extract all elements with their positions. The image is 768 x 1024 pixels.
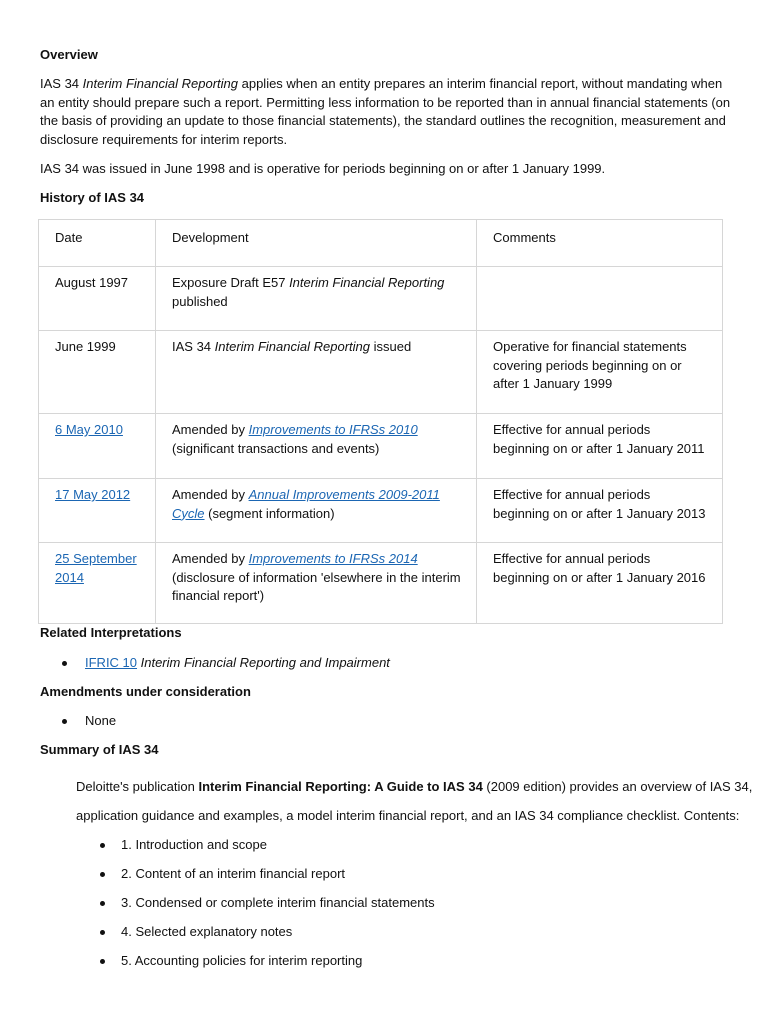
p1-italic-title: Interim Financial Reporting	[82, 76, 238, 91]
column-header-comments: Comments	[477, 220, 723, 267]
column-header-development: Development	[156, 220, 477, 267]
interpretation-title: Interim Financial Reporting and Impairment	[137, 655, 390, 670]
table-row	[39, 543, 723, 624]
overview-heading: Overview	[40, 47, 98, 62]
overview-paragraph	[40, 75, 740, 149]
table-row	[39, 414, 723, 479]
date-cell	[39, 543, 156, 624]
table-row	[39, 267, 723, 331]
development-cell: Amended by Improvements to IFRSs 2014 (disclosure of information 'elsewhere in the interim financial report')	[156, 543, 477, 624]
bullet-icon	[100, 959, 105, 964]
date-cell: June 1999	[39, 331, 156, 414]
bullet-icon	[100, 872, 105, 877]
date-link[interactable]: 25 September 2014	[55, 551, 137, 585]
p1-prefix: IAS 34	[40, 76, 83, 91]
comment-cell: Effective for annual periods beginning on or after 1 January 2011	[477, 414, 723, 479]
history-heading: History of IAS 34	[40, 190, 145, 205]
development-cell: IAS 34 Interim Financial Reporting issued	[156, 331, 477, 414]
development-cell: Amended by Improvements to IFRSs 2010 (significant transactions and events)	[156, 414, 477, 479]
document-page: Overview IAS 34 Interim Financial Reporting applies when an entity prepares an interim financial report, without mandating when an entity should prepare such a report. Permitting less information to be reported than in annual financial statements (on the basis of providing an update to those financial statements), the standard outlines the recognition, measurement and disclosure requirements for interim reports. IAS 34 was issued in June 1998 and is operative for periods beginning on or after 1 January 1999. History of IAS 34 Date Development Comments August 1997 Exposure Draft E57 Interim Financial Reporting published June 1999 IAS 34 Interim Financial Reporting issued Operative for financial statements covering periods beginning on or after 1 January 1999 6 May 2010 Amended by Improvements to IFRSs 2010 (significant transactions and events) Effective for annual periods beginning on or after 1 January 2011 17 May 2012 Amended by Annual Improvements 2009-2011 Cycle (segment information) Effective for annual periods beginning on or after 1 January 2013 25 September 2014 Amended by Improvements to IFRSs 2014 (disclosure of information 'elsewhere in the interim financial report') Effective for annual periods beginning on or after 1 January 2016 Related Interpretations IFRIC 10 Interim Financial Reporting and Impairment Amendments under consideration None Summary of IAS 34 Deloitte's publication Interim Financial Reporting: A Guide to IAS 34 (2009 edition) provides an overview of IAS 34, application guidance and examples, a model interim financial report, and an IAS 34 compliance checklist. Contents: 1. Introduction and scope 2. Content of an interim financial report 3. Condensed or complete interim financial statements 4. Selected explanatory notes 5. Accounting policies for interim reporting	[0, 0, 768, 1024]
summary-heading: Summary of IAS 34	[40, 742, 159, 757]
date-cell: August 1997	[39, 267, 156, 331]
p1-rest: applies when an entity prepares an interim financial report, without mandating when an entity should prepare such a report. Permitting less information to be reported than in annual financial statements (on the basis of providing an update to those financial statements), the standard outlines the recognition, measurement and disclosure requirements for interim reports.	[40, 76, 731, 147]
table-row	[39, 479, 723, 543]
date-link[interactable]: 6 May 2010	[55, 422, 123, 437]
amendment-text: None	[85, 713, 117, 728]
date-cell	[39, 479, 156, 543]
bullet-icon	[100, 843, 105, 848]
comment-cell	[477, 267, 723, 331]
comment-cell: Effective for annual periods beginning on or after 1 January 2013	[477, 479, 723, 543]
related-heading: Related Interpretations	[40, 625, 182, 640]
date-cell	[39, 414, 156, 479]
comment-cell: Operative for financial statements covering periods beginning on or after 1 January 1999	[477, 331, 723, 414]
development-cell: Exposure Draft E57 Interim Financial Reporting published	[156, 267, 477, 331]
annual-improvements-link[interactable]: Annual Improvements 2009-2011 Cycle	[172, 487, 440, 521]
publication-title: Interim Financial Reporting: A Guide to IAS 34	[198, 779, 483, 794]
improvements-2014-link[interactable]: Improvements to IFRSs 2014	[248, 551, 418, 566]
bullet-icon	[100, 901, 105, 906]
column-header-date: Date	[39, 220, 156, 267]
amendments-heading: Amendments under consideration	[40, 684, 251, 699]
table-row	[39, 331, 723, 414]
ifric-10-link[interactable]: IFRIC 10	[85, 655, 138, 670]
bullet-icon	[100, 930, 105, 935]
table-header-row	[39, 220, 723, 267]
comment-cell: Effective for annual periods beginning on or after 1 January 2016	[477, 543, 723, 624]
improvements-2010-link[interactable]: Improvements to IFRSs 2010	[248, 422, 418, 437]
development-cell: Amended by Annual Improvements 2009-2011 Cycle (segment information)	[156, 479, 477, 543]
history-table	[38, 219, 723, 624]
summary-intro-line1: Deloitte's publication Interim Financial Reporting: A Guide to IAS 34 (2009 edition) provides an overview of IAS 34,	[76, 779, 753, 794]
date-link[interactable]: 17 May 2012	[55, 487, 131, 502]
issued-paragraph: IAS 34 was issued in June 1998 and is operative for periods beginning on or after 1 January 1999.	[40, 161, 606, 176]
bullet-icon	[62, 719, 67, 724]
bullet-icon	[62, 661, 67, 666]
summary-intro-line2: application guidance and examples, a model interim financial report, and an IAS 34 compliance checklist. Contents:	[76, 808, 740, 823]
